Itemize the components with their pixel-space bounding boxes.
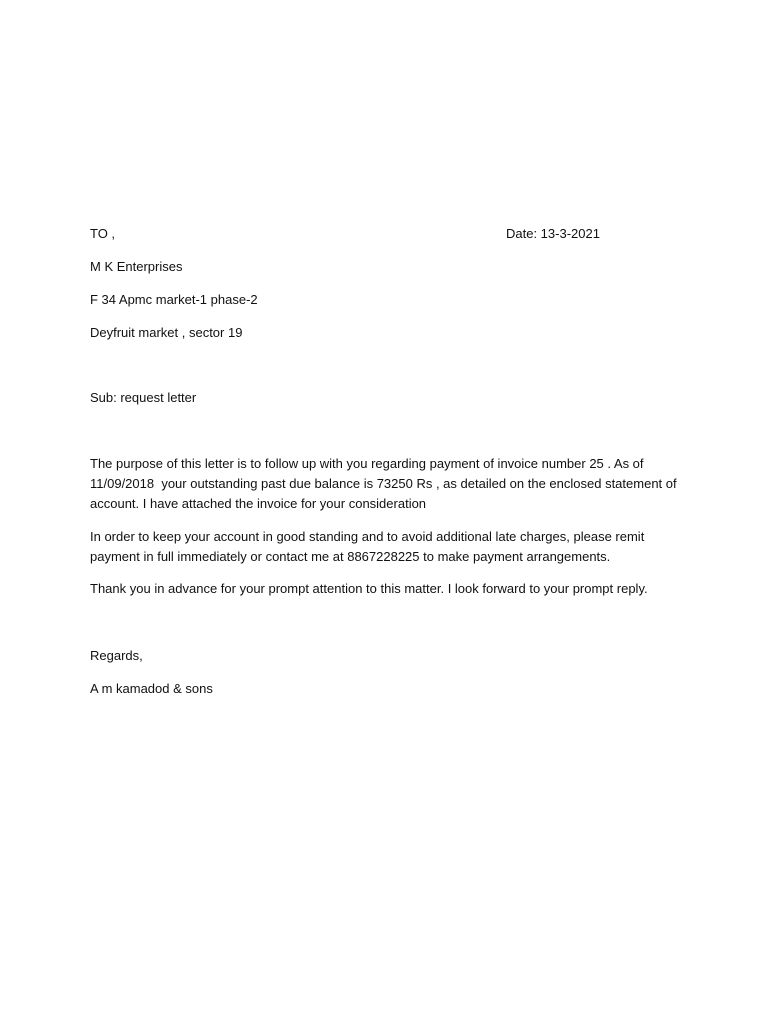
subject-line: Sub: request letter <box>90 390 197 405</box>
to-label: TO , <box>90 226 116 241</box>
paragraph-3-line: Thank you in advance for your prompt attention to this matter. I look forward to your prompt reply. <box>90 581 648 596</box>
closing: Regards, <box>90 648 143 663</box>
body-paragraph-1 <box>90 454 680 514</box>
body-paragraph-2 <box>90 527 680 567</box>
paragraph-1-line: account. I have attached the invoice for your consideration <box>90 496 427 511</box>
letter-date: Date: 13-3-2021 <box>506 226 600 241</box>
address-line-1: F 34 Apmc market-1 phase-2 <box>90 292 258 307</box>
address-line-2: Deyfruit market , sector 19 <box>90 325 243 340</box>
body-paragraph-3 <box>90 579 680 599</box>
paragraph-2-line: payment in full immediately or contact me at 8867228225 to make payment arrangements. <box>90 549 611 564</box>
signature: A m kamadod & sons <box>90 681 213 696</box>
recipient-name: M K Enterprises <box>90 259 183 274</box>
paragraph-1-line: The purpose of this letter is to follow up with you regarding payment of invoice number 25 . As of <box>90 456 644 471</box>
paragraph-1-line: 11/09/2018 your outstanding past due balance is 73250 Rs , as detailed on the enclosed statement of <box>90 476 677 491</box>
paragraph-2-line: In order to keep your account in good standing and to avoid additional late charges, please remit <box>90 529 645 544</box>
